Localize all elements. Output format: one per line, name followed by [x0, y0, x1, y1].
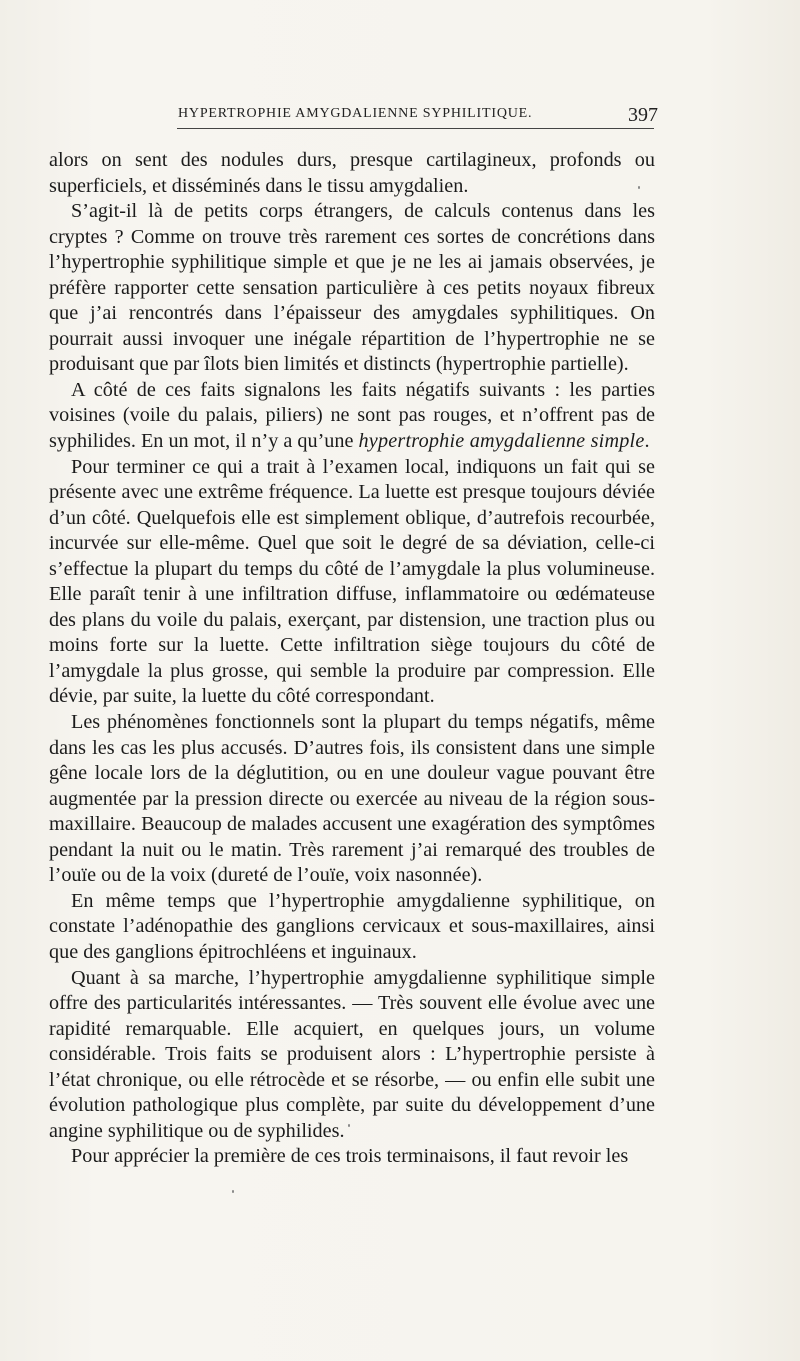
paragraph-text-end: .: [644, 430, 650, 453]
paragraph: Pour terminer ce qui a trait à l’examen local, indiquons un fait qui se présente avec une extrême fréquence. La luette est presque toujours déviée d’un côté. Quelquefois elle est simplement oblique, d’autrefois recourbée, incurvée sur elle-même. Quel que soit le degré de sa déviation, celle-ci s’effectue la plupart du temps du côté de l’amygdale la plus volumineuse. Elle paraît tenir à une infiltration diffuse, inflammatoire ou œdémateuse des plans du voile du palais, exerçant, par distension, une traction plus ou moins forte sur la luette. Cette infiltration siège toujours du côté de l’amygdale la plus grosse, qui semble la produire par compression. Elle dévie, par suite, la luette du côté correspondant.: [49, 455, 655, 708]
paragraph-negative-signs: [49, 378, 655, 455]
paper-speck: [638, 186, 640, 189]
paragraph-last: Pour apprécier la première de ces trois terminaisons, il faut revoir les: [71, 1145, 629, 1168]
paragraph: En même temps que l’hypertrophie amygdalienne syphilitique, on constate l’adénopathie des ganglions cervicaux et sous-maxillaires, ainsi que des ganglions épitrochléens et inguinaux.: [49, 889, 655, 963]
page-number: 397: [628, 104, 658, 126]
paragraph-text: A côté de ces faits signalons les faits négatifs suivants : les parties voisines (voile du palais, piliers) ne sont pas rouges, et n’offrent pas de syphilides. En un mot, il n’y a qu’une: [49, 378, 655, 453]
paragraph: S’agit-il là de petits corps étrangers, de calculs contenus dans les cryptes ? Comme on trouve très rarement ces sortes de concrétions dans l’hypertrophie syphilitique simple et que je ne les ai jamais observées, je préfère rapporter cette sensation particulière à ces petits noyaux fibreux que j’ai rencontrés dans l’épaisseur des amygdales syphilitiques. On pourrait aussi invoquer une inégale répartition de l’hypertrophie ne se produisant que par îlots bien limités et distincts (hypertrophie partielle).: [49, 200, 655, 376]
running-header: [0, 104, 800, 130]
paper-speck: [348, 1124, 350, 1127]
running-title: HYPERTROPHIE AMYGDALIENNE SYPHILITIQUE.: [178, 106, 533, 121]
paragraph-continued: alors on sent des nodules durs, presque cartilagineux, profonds ou superficiels, et disséminés dans le tissu amygdalien.: [49, 149, 655, 197]
body-text: [49, 148, 655, 1170]
paragraph: Quant à sa marche, l’hypertrophie amygdalienne syphilitique simple offre des particularités intéressantes. — Très souvent elle évolue avec une rapidité remarquable. Elle acquiert, en quelques jours, un volume considérable. Trois faits se produisent alors : L’hypertrophie persiste à l’état chronique, ou elle rétrocède et se résorbe, — ou enfin elle subit une évolution pathologique plus complète, par suite du développement d’une angine syphilitique ou de syphilides.: [49, 966, 655, 1142]
italic-phrase: hypertrophie amygdalienne simple: [358, 430, 645, 453]
header-rule: [177, 128, 654, 129]
paper-speck: [232, 1190, 234, 1193]
paragraph: Les phénomènes fonctionnels sont la plupart du temps négatifs, même dans les cas les plus accusés. D’autres fois, ils consistent dans une simple gêne locale lors de la déglutition, ou en une douleur vague pouvant être augmentée par la pression directe ou exercée au niveau de la région sous-maxillaire. Beaucoup de malades accusent une exagération des symptômes pendant la nuit ou le matin. Très rarement j’ai remarqué des troubles de l’ouïe ou de la voix (dureté de l’ouïe, voix nasonnée).: [49, 711, 655, 887]
